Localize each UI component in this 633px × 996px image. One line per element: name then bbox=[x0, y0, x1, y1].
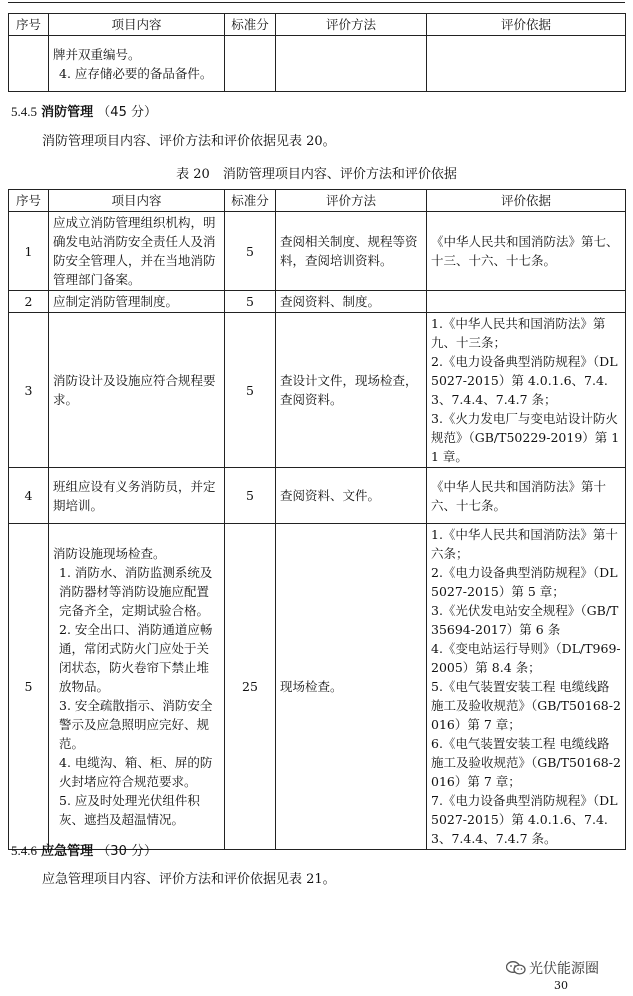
cell-method bbox=[276, 36, 427, 92]
section-heading-545: 5.4.5 消防管理 （45 分） bbox=[11, 104, 157, 120]
cell-score: 5 bbox=[225, 313, 276, 468]
cell-content: 牌并双重编号。 4. 应存储必要的备品备件。 bbox=[49, 36, 225, 92]
basis-item: 4.《变电站运行导则》（DL/T969-2005）第 8.4 条； bbox=[431, 641, 621, 675]
header-score: 标准分 bbox=[225, 14, 276, 36]
basis-item: 1.《中华人民共和国消防法》第十六条； bbox=[431, 527, 618, 561]
content-item: 3. 安全疏散指示、消防安全警示及应急照明应完好、规范。 bbox=[59, 698, 213, 751]
basis-item: 7.《电力设备典型消防规程》（DL5027-2015）第 4.0.1.6、7.4.3、7.4.4、7.4.7 条。 bbox=[431, 793, 618, 846]
table-header bbox=[9, 190, 626, 212]
continued-table-header bbox=[9, 14, 626, 36]
cell-content bbox=[49, 524, 225, 850]
cell-method: 查阅资料、文件。 bbox=[276, 468, 427, 524]
cell-no: 2 bbox=[9, 291, 49, 313]
header-content: 项目内容 bbox=[49, 14, 225, 36]
page-number: 30 bbox=[554, 979, 568, 992]
header-method: 评价方法 bbox=[276, 14, 427, 36]
top-rule bbox=[8, 2, 625, 3]
header-basis: 评价依据 bbox=[427, 14, 626, 36]
cell-score: 5 bbox=[225, 212, 276, 291]
table-row bbox=[9, 291, 626, 313]
cell-content: 应制定消防管理制度。 bbox=[49, 291, 225, 313]
table-20 bbox=[8, 189, 626, 850]
cell-basis bbox=[427, 313, 626, 468]
watermark bbox=[506, 958, 599, 978]
cell-no: 4 bbox=[9, 468, 49, 524]
table-row bbox=[9, 468, 626, 524]
watermark-text: 光伏能源圈 bbox=[529, 961, 599, 977]
cell-content: 应成立消防管理组织机构，明确发电站消防安全责任人及消防安全管理人，并在当地消防管理部门备案。 bbox=[49, 212, 225, 291]
cell-no: 3 bbox=[9, 313, 49, 468]
continued-table bbox=[8, 13, 626, 92]
cell-score: 5 bbox=[225, 468, 276, 524]
cell-basis: 《中华人民共和国消防法》第十六、十七条。 bbox=[427, 468, 626, 524]
cell-basis bbox=[427, 291, 626, 313]
cell-score bbox=[225, 36, 276, 92]
basis-item: 6.《电气装置安装工程 电缆线路施工及验收规范》（GB/T50168-2016）第 7 章； bbox=[431, 736, 621, 789]
cell-no bbox=[9, 36, 49, 92]
cell-basis bbox=[427, 524, 626, 850]
basis-item: 2.《电力设备典型消防规程》（DL5027-2015）第 4.0.1.6、7.4.3、7.4.4、7.4.7 条； bbox=[431, 354, 618, 407]
content-item: 1. 消防水、消防监测系统及消防器材等消防设施应配置完备齐全，定期试验合格。 bbox=[59, 565, 213, 618]
header-content: 项目内容 bbox=[49, 190, 225, 212]
content-item: 2. 安全出口、消防通道应畅通，常闭式防火门应处于关闭状态，防火卷帘下禁止堆放物品。 bbox=[59, 622, 213, 694]
header-basis: 评价依据 bbox=[427, 190, 626, 212]
header-no: 序号 bbox=[9, 14, 49, 36]
cell-method: 查阅资料、制度。 bbox=[276, 291, 427, 313]
basis-item: 5.《电气装置安装工程 电缆线路施工及验收规范》（GB/T50168-2016）第 7 章； bbox=[431, 679, 621, 732]
basis-item: 3.《光伏发电站安全规程》（GB/T35694-2017）第 6 条 bbox=[431, 603, 619, 637]
cell-method: 查阅相关制度、规程等资料，查阅培训资料。 bbox=[276, 212, 427, 291]
continued-table-row bbox=[9, 36, 626, 92]
cell-content: 班组应设有义务消防员，并定期培训。 bbox=[49, 468, 225, 524]
cell-method: 查设计文件，现场检查，查阅资料。 bbox=[276, 313, 427, 468]
cell-method: 现场检查。 bbox=[276, 524, 427, 850]
header-score: 标准分 bbox=[225, 190, 276, 212]
header-no: 序号 bbox=[9, 190, 49, 212]
section-heading-546: 5.4.6 应急管理 （30 分） bbox=[11, 843, 157, 859]
cell-basis: 《中华人民共和国消防法》第七、十三、十六、十七条。 bbox=[427, 212, 626, 291]
table-row bbox=[9, 313, 626, 468]
cell-score: 5 bbox=[225, 291, 276, 313]
basis-item: 2.《电力设备典型消防规程》（DL5027-2015）第 5 章； bbox=[431, 565, 618, 599]
paragraph-546: 应急管理项目内容、评价方法和评价依据见表 21。 bbox=[42, 872, 336, 887]
cell-score: 25 bbox=[225, 524, 276, 850]
table-caption: 表 20 消防管理项目内容、评价方法和评价依据 bbox=[176, 167, 457, 182]
basis-item: 3.《火力发电厂与变电站设计防火规范》（GB/T50229-2019）第 11 章。 bbox=[431, 411, 620, 464]
table-row bbox=[9, 524, 626, 850]
basis-item: 1.《中华人民共和国消防法》第九、十三条； bbox=[431, 316, 606, 350]
cell-basis bbox=[427, 36, 626, 92]
wechat-icon bbox=[506, 961, 526, 975]
paragraph-545: 消防管理项目内容、评价方法和评价依据见表 20。 bbox=[42, 134, 336, 149]
cell-content: 消防设计及设施应符合规程要求。 bbox=[49, 313, 225, 468]
content-item: 5. 应及时处理光伏组件积灰、遮挡及超温情况。 bbox=[59, 793, 200, 827]
header-method: 评价方法 bbox=[276, 190, 427, 212]
cell-no: 5 bbox=[9, 524, 49, 850]
content-intro: 消防设施现场检查。 bbox=[53, 546, 166, 561]
content-item: 4. 电缆沟、箱、柜、屏的防火封堵应符合规范要求。 bbox=[59, 755, 213, 789]
cell-no: 1 bbox=[9, 212, 49, 291]
table-row bbox=[9, 212, 626, 291]
